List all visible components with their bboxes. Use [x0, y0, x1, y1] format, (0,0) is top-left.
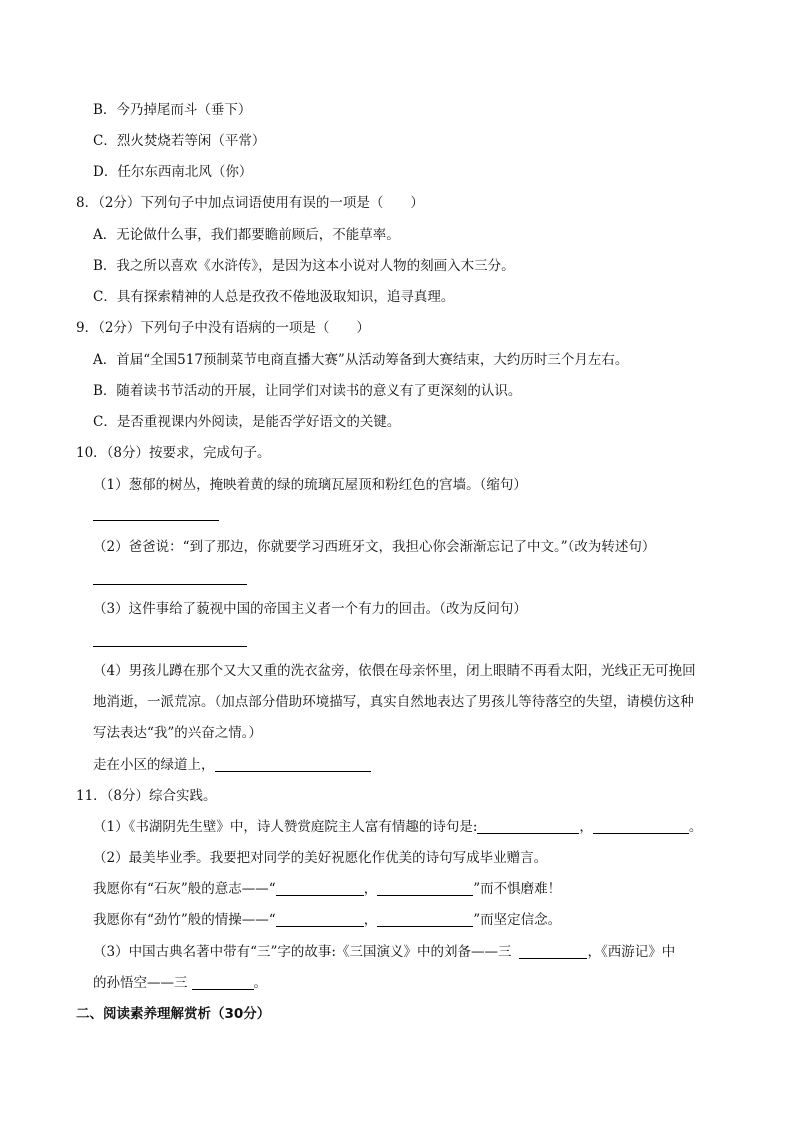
- q8-option-a: A．无论做什么事，我们都要瞻前顾后，不能草率。: [93, 227, 400, 243]
- q11-3-text: （3）中国古典名著中带有“三”字的故事:《三国演义》中的刘备——三: [93, 944, 512, 960]
- q11-part-3-line2: [93, 973, 267, 993]
- q11-2b-suffix: ”而坚定信念。: [473, 912, 562, 928]
- q10-2-answer-blank[interactable]: [93, 584, 247, 585]
- q11-2a-sep: ，: [363, 881, 378, 897]
- q10-part-4-line1: （4）男孩儿蹲在那个又大又重的洗衣盆旁，依偎在母亲怀里，闭上眼睛不再看太阳，光线正无可挽回: [93, 663, 696, 679]
- q10-part-4-line3: 写法表达“我”的兴奋之情。）: [93, 725, 263, 741]
- q11-3b-end: 。: [253, 975, 267, 991]
- q11-2b-blank-a[interactable]: [276, 912, 364, 927]
- q11-2b-sep: ，: [363, 912, 378, 928]
- question-9: 9．（2分）下列句子中没有语病的一项是（ ）: [76, 320, 370, 336]
- q11-part-2: （2）最美毕业季。我要把对同学的美好祝愿化作优美的诗句写成毕业赠言。: [93, 850, 548, 866]
- q11-part-1: [93, 817, 702, 837]
- q11-2a-blank-a[interactable]: [276, 881, 364, 896]
- question-11: 11．（8分）综合实践。: [76, 788, 217, 804]
- option-d-line: D．任尔东西南北风（你）: [93, 164, 253, 180]
- q10-3-answer-blank[interactable]: [93, 646, 247, 647]
- q11-part-3-line1: [93, 942, 675, 962]
- q11-3-blank-a[interactable]: [519, 944, 587, 959]
- question-8: 8．（2分）下列句子中加点词语使用有误的一项是（ ）: [76, 195, 424, 211]
- q11-3b-text: 的孙悟空——三: [93, 975, 188, 991]
- q11-1-sep: ，: [579, 819, 593, 835]
- q10-part-1: （1）葱郁的树丛，掩映着黄的绿的琉璃瓦屋顶和粉红色的宫墙。（缩句）: [93, 477, 527, 493]
- q10-1-answer-blank[interactable]: [93, 520, 219, 521]
- q8-option-b: B．我之所以喜欢《水浒传》，是因为这本小说对人物的刻画入木三分。: [93, 258, 515, 274]
- q11-2a-prefix: 我愿你有“石灰”般的意志——“: [93, 881, 276, 897]
- q10-part-4-prompt: [93, 755, 371, 775]
- q9-option-b: B．随着读书节活动的开展，让同学们对读书的意义有了更深刻的认识。: [93, 383, 522, 399]
- q11-2b-blank-b[interactable]: [377, 912, 473, 927]
- q11-2a-blank-b[interactable]: [377, 881, 473, 896]
- q9-option-c: C．是否重视课内外阅读，是能否学好语文的关键。: [93, 414, 401, 430]
- q11-part-2-line-a: [93, 879, 561, 899]
- q11-1-text: （1）《书湖阴先生壁》中，诗人赞赏庭院主人富有情趣的诗句是:: [93, 819, 478, 835]
- section-2-heading: 二、阅读素养理解赏析（30分）: [76, 1006, 271, 1022]
- q11-1-blank-a[interactable]: [477, 819, 579, 834]
- question-10: 10．（8分）按要求，完成句子。: [76, 445, 271, 461]
- q10-part-2: （2）爸爸说：“到了那边，你就要学习西班牙文，我担心你会渐渐忘记了中文。”（改为转述句）: [93, 539, 656, 555]
- q11-1-end: 。: [688, 819, 703, 835]
- q9-option-a: A．首届“全国517预制菜节电商直播大赛”从活动筹备到大赛结束，大约历时三个月左右。: [93, 352, 629, 368]
- q10-4-answer-blank[interactable]: [215, 757, 371, 772]
- q11-2b-prefix: 我愿你有“劲竹”般的情操——“: [93, 912, 276, 928]
- q11-part-2-line-b: [93, 910, 561, 930]
- option-c-line: C．烈火焚烧若等闲（平常）: [93, 133, 266, 149]
- q10-4-prefix: 走在小区的绿道上，: [93, 757, 215, 773]
- q10-part-3: （3）这件事给了藐视中国的帝国主义者一个有力的回击。（改为反问句）: [93, 601, 527, 617]
- q11-2a-suffix: ”而不惧磨难！: [473, 881, 562, 897]
- q11-3-suffix: ，《西游记》中: [587, 944, 676, 960]
- q8-option-c: C．具有探索精神的人总是孜孜不倦地汲取知识，追寻真理。: [93, 289, 455, 305]
- q10-part-4-line2: 地消逝，一派荒凉。（加点部分借助环境描写，真实自然地表达了男孩儿等待落空的失望，请模仿这种: [93, 694, 694, 710]
- option-b-line: B．今乃掉尾而斗（垂下）: [93, 102, 252, 118]
- q11-3-blank-b[interactable]: [192, 975, 254, 990]
- q11-1-blank-b[interactable]: [593, 819, 689, 834]
